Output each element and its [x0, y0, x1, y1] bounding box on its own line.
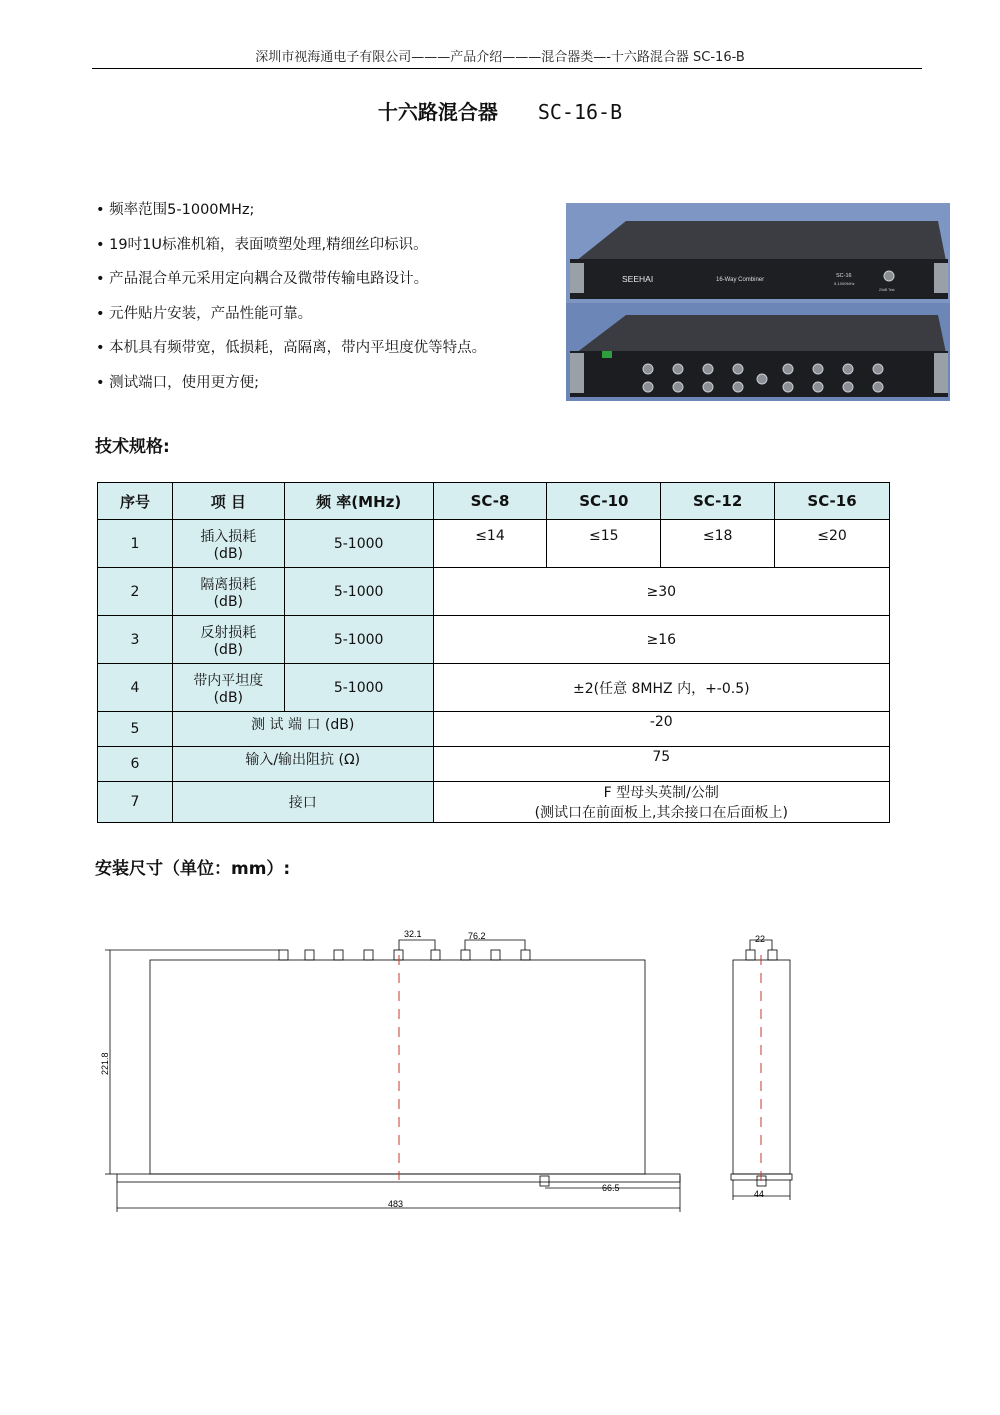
spec-table: [97, 482, 890, 823]
row-freq: 5-1000: [284, 520, 433, 568]
dim-offset: 66.5: [602, 1183, 620, 1193]
dimension-drawing: [95, 920, 805, 1220]
photo-test-label: 20dB Test: [879, 288, 895, 292]
row-value: -20: [433, 712, 889, 747]
photo-front-sub: 5-1000MHz: [834, 281, 855, 286]
dim-side-top: 22: [755, 934, 766, 944]
dim-width: 483: [388, 1199, 404, 1209]
table-header-row: [98, 483, 890, 520]
row-value: ±2(任意 8MHZ 内，+-0.5): [433, 664, 889, 712]
photo-brand: SEEHAI: [622, 274, 654, 284]
install-heading: 安装尺寸（单位：mm）:: [95, 859, 291, 879]
row-value: 75: [433, 747, 889, 782]
row-number: 7: [98, 782, 173, 823]
page-header: 深圳市视海通电子有限公司———产品介绍———混合器类—-十六路混合器 SC-16-B: [255, 50, 745, 65]
header-divider: [92, 68, 922, 69]
photo-front-label: 16-Way Combiner: [716, 277, 765, 283]
table-row: [98, 520, 890, 568]
row-number: 5: [98, 712, 173, 747]
row-value: ≤18: [661, 520, 775, 568]
table-header: 序号: [98, 483, 173, 520]
row-item: 插入损耗 (dB): [172, 520, 284, 568]
row-value: ≥30: [433, 568, 889, 616]
row-item: 反射损耗 (dB): [172, 616, 284, 664]
table-row: [98, 712, 890, 747]
photo-front-model: SC-16: [836, 273, 852, 279]
feature-list: [96, 198, 486, 405]
table-header: SC-10: [547, 483, 661, 520]
table-header: SC-8: [433, 483, 547, 520]
table-row: [98, 568, 890, 616]
dim-spacing: 32.1: [404, 929, 422, 939]
product-model: SC-16-B: [537, 100, 623, 124]
table-row: [98, 747, 890, 782]
dim-group: 76.2: [468, 931, 486, 941]
feature-item: • 19吋1U标准机箱，表面喷塑处理,精细丝印标识。: [96, 233, 486, 268]
row-number: 1: [98, 520, 173, 568]
row-number: 4: [98, 664, 173, 712]
feature-item: • 频率范围5-1000MHz;: [96, 198, 486, 233]
row-freq: 5-1000: [284, 664, 433, 712]
row-freq: 5-1000: [284, 616, 433, 664]
table-header: SC-16: [775, 483, 890, 520]
row-number: 6: [98, 747, 173, 782]
table-row: [98, 616, 890, 664]
row-freq: 5-1000: [284, 568, 433, 616]
page-title: [0, 96, 1000, 125]
product-name: 十六路混合器: [377, 100, 498, 124]
feature-item: • 元件贴片安装，产品性能可靠。: [96, 302, 486, 337]
row-value: F 型母头英制/公制 (测试口在前面板上,其余接口在后面板上): [433, 782, 889, 823]
row-number: 2: [98, 568, 173, 616]
row-item: 输入/输出阻抗 (Ω): [172, 747, 433, 782]
spec-heading: 技术规格:: [95, 437, 170, 457]
table-row: [98, 664, 890, 712]
table-row: [98, 782, 890, 823]
table-header: 频 率(MHz): [284, 483, 433, 520]
row-value: ≤14: [433, 520, 547, 568]
row-value: ≤15: [547, 520, 661, 568]
row-value: ≥16: [433, 616, 889, 664]
row-number: 3: [98, 616, 173, 664]
dim-side-bottom: 44: [754, 1189, 765, 1199]
row-item: 测 试 端 口 (dB): [172, 712, 433, 747]
feature-item: • 本机具有频带宽，低损耗，高隔离，带内平坦度优等特点。: [96, 336, 486, 371]
row-item: 隔离损耗 (dB): [172, 568, 284, 616]
dim-height: 221.8: [100, 1052, 110, 1075]
product-photo: [566, 203, 950, 401]
table-header: SC-12: [661, 483, 775, 520]
table-header: 项 目: [172, 483, 284, 520]
row-item: 带内平坦度 (dB): [172, 664, 284, 712]
feature-item: • 产品混合单元采用定向耦合及微带传输电路设计。: [96, 267, 486, 302]
row-value: ≤20: [775, 520, 890, 568]
row-item: 接口: [172, 782, 433, 823]
feature-item: • 测试端口，使用更方便;: [96, 371, 486, 406]
